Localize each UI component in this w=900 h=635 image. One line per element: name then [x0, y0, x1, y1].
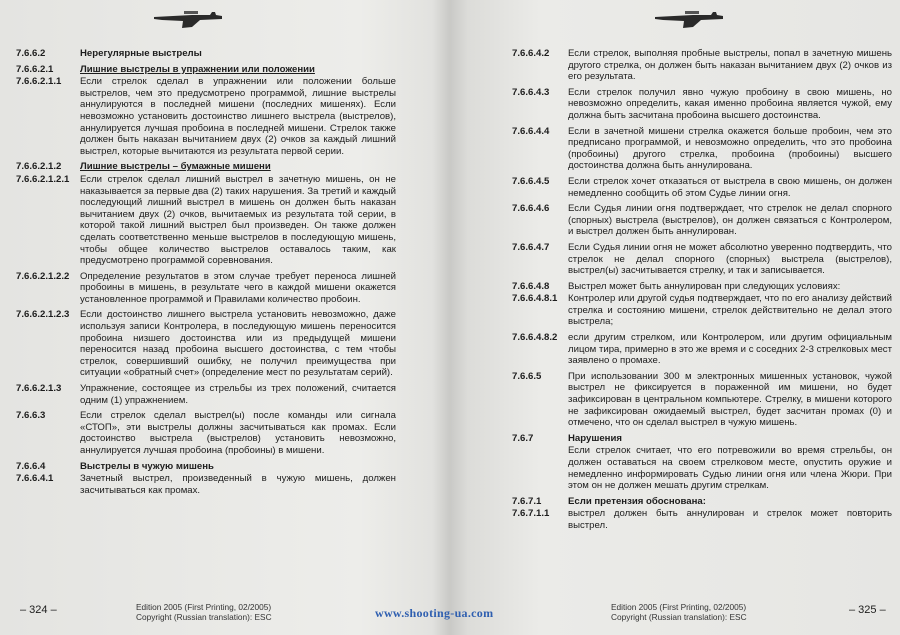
left-entries: [16, 48, 396, 500]
edition-line: Edition 2005 (First Printing, 02/2005): [136, 602, 272, 612]
entry-number: 7.6.6.4.1: [16, 473, 54, 485]
entry-number: [512, 445, 568, 491]
rifle-icon: [653, 7, 725, 31]
entry-number: 7.6.6.4.2: [512, 48, 550, 59]
copyright-line: Copyright (Russian translation): ESC: [136, 612, 272, 622]
entry-number: 7.6.6.2.1.3: [16, 383, 62, 395]
entry: [16, 410, 396, 456]
edition-info: [611, 602, 747, 622]
entry-text: Лишние выстрелы в упражнении или положении: [80, 63, 315, 75]
edition-info: [136, 602, 272, 622]
entry-number: 7.6.6.4.4: [512, 125, 550, 137]
entry: [512, 371, 892, 429]
entry-text: Контролер или другой судья подтверждает, что по его анализу действий стрелка и состоянию мишени, стрелок действительно не делал этого выстрела;: [568, 293, 892, 328]
entry-text: Если в зачетной мишени стрелка окажется больше пробоин, чем это предписано программой, и невозможно определить, что это пробоина (пробоины) другого стрелка, пробоина (пробоины) высшего достоинства должна быть аннулирована.: [568, 125, 892, 172]
entry-number: 7.6.6.4.5: [512, 175, 550, 187]
entry-text: Если стрелок сделал выстрел(ы) после команды или сигнала «СТОП», эти выстрелы должны засчитываться как промах. Если достоинство выстрела (выстрелов) установить невозможно, аннулируется лучшая пробоина (пробоины) в мишени.: [80, 410, 396, 456]
entry-text: Если стрелок получил явно чужую пробоину в свою мишень, но невозможно определить, какая именно пробоина является чужой, ему должна быть засчитана пробоина высшего достоинства.: [568, 86, 892, 121]
entry-text: Если претензия обоснована:: [568, 495, 706, 507]
entry: [512, 281, 892, 293]
entry-number: 7.6.7.1.1: [512, 508, 550, 520]
entry: [16, 64, 396, 76]
entry-text: Выстрел может быть аннулирован при следующих условиях:: [568, 280, 841, 292]
right-page: [451, 0, 900, 635]
entry: [512, 332, 892, 367]
entry-number: 7.6.6.4.3: [512, 86, 550, 98]
entry-number: 7.6.7.1: [512, 495, 542, 507]
entry-text: Определение результатов в этом случае требует переноса лишней пробоины в мишень, в результате чего в каждой мишени окажется установленное программой и Правилами количество пробоин.: [80, 270, 396, 305]
entry: [512, 87, 892, 122]
entry-number: 7.6.6.4.6: [512, 203, 550, 215]
entry-number: 7.6.6.4: [16, 460, 46, 472]
entry-text: Если стрелок сделал лишний выстрел в зачетную мишень, он не наказывается за первые два (2) таких нарушения. За третий и каждый последующий лишний выстрел в мишень он должен быть наказан вычитанием двух (2) очков, вычитаемых из результата той серии, в которой такой лишний выстрел был произведен. Он также должен сделать соответственно меньше выстрелов в последующую мишень, чтобы общее количество выстрелов оставалось таким, как предусмотрено программой соревнования.: [80, 173, 396, 267]
entry-text: Упражнение, состоящее из стрельбы из трех положений, считается одним (1) упражнением.: [80, 383, 396, 406]
entry-text: Если Судья линии огня подтверждает, что стрелок не делал спорного (спорных) выстрела (выстрелов), он должен связаться с Контролером, и выстрел должен быть аннулирован.: [568, 203, 892, 238]
entry-text: Если достоинство лишнего выстрела установить невозможно, даже используя записи Контролера, в последующую мишень переносится пробоина низшего достоинства или из предыдущей мишени переносится назад пробоина высшего достоинства, с тем чтобы стрелок, совершивший ошибку, не получил преимущества при ситуации «обратный счет» (определение мест по результатам серий).: [80, 309, 396, 379]
copyright-line: Copyright (Russian translation): ESC: [611, 612, 747, 622]
entry: [512, 293, 892, 328]
entry-text: При использовании 300 м электронных мишенных установок, чужой выстрел не фиксируется в пораженной им мишени, но будет зафиксирован в центральном компьютере. Стрелку, в мишени которого не зафиксирован ожидаемый выстрел, будет засчитан промах (0) и отмечено, что он сделал выстрел в чужую мишень.: [568, 370, 892, 429]
entry: [512, 242, 892, 277]
edition-line: Edition 2005 (First Printing, 02/2005): [611, 602, 747, 612]
entry-number: 7.6.6.2.1.2: [16, 161, 62, 173]
entry: [512, 48, 892, 83]
page-number: – 324 –: [20, 604, 57, 616]
entry: [16, 48, 396, 60]
entry: [16, 473, 396, 496]
right-entries: [512, 48, 892, 536]
entry: [512, 176, 892, 199]
entry-number: 7.6.6.2.1.2.1: [16, 173, 70, 185]
entry-number: 7.6.6.2.1: [16, 63, 54, 75]
entry-text: Выстрелы в чужую мишень: [80, 460, 214, 472]
entry-number: 7.6.6.4.8.2: [512, 332, 558, 344]
entry-text: Зачетный выстрел, произведенный в чужую мишень, должен засчитываться как промах.: [80, 473, 396, 496]
entry: [16, 174, 396, 267]
entry-number: 7.6.7: [512, 432, 534, 444]
entry-text: выстрел должен быть аннулирован и стрелок может повторить выстрел.: [568, 508, 892, 531]
entry-number: 7.6.6.2.1.2.3: [16, 309, 70, 321]
entry-number: 7.6.6.4.7: [512, 241, 550, 253]
entry: [16, 76, 396, 157]
entry-text: если другим стрелком, или Контролером, или другим официальным лицом тира, примерно в это же время и с соседних 2-3 стрелковых мест заявлено о промахе.: [568, 332, 892, 367]
entry: [16, 271, 396, 306]
entry: [512, 496, 892, 508]
watermark-link[interactable]: www.shooting-ua.com: [375, 606, 494, 620]
entry-text: Если стрелок сделал в упражнении или положении больше выстрелов, чем это предусмотрено программой, лишние выстрелы аннулируются в последней мишени (последних мишенях). Если невозможно установить достоинство лишнего выстрела (выстрелов), аннулируется лучшая пробоина в последней мишени. Стрелок также должен быть наказан вычитанием двух (2) очков за каждый лишний выстрел, которые вычитаются из результата первой серии.: [80, 76, 396, 157]
entry-text: Лишние выстрелы – бумажные мишени: [80, 161, 271, 173]
entry: [512, 445, 892, 491]
entry: [512, 203, 892, 238]
entry-number: 7.6.6.4.8.1: [512, 293, 558, 305]
entry-text: Если стрелок хочет отказаться от выстрела в свою мишень, он должен немедленно сообщить об этом Судье линии огня.: [568, 175, 892, 199]
page-number: – 325 –: [849, 604, 886, 616]
entry: [512, 508, 892, 531]
entry-text: Нерегулярные выстрелы: [80, 48, 202, 59]
entry-number: 7.6.6.3: [16, 410, 46, 422]
rifle-icon: [152, 7, 224, 31]
entry-text: Если Судья линии огня не может абсолютно уверенно подтвердить, что стрелок не делал спорного (спорных) выстрела (выстрелов), выстрел(ы) засчитывается стрелку, и так и записывается.: [568, 241, 892, 277]
entry-number: 7.6.6.5: [512, 370, 542, 382]
entry: [16, 461, 396, 473]
entry-text: Нарушения: [568, 432, 622, 444]
entry: [16, 383, 396, 406]
entry: [512, 126, 892, 172]
entry-number: 7.6.6.2.1.1: [16, 76, 62, 88]
entry: [512, 433, 892, 445]
entry: [16, 161, 396, 173]
entry-number: 7.6.6.2: [16, 48, 46, 59]
left-page: [0, 0, 449, 635]
entry-number: 7.6.6.4.8: [512, 280, 550, 292]
entry: [16, 309, 396, 379]
entry-number: 7.6.6.2.1.2.2: [16, 270, 70, 282]
entry-text: Если стрелок считает, что его потревожили во время стрельбы, он должен оставаться на своем стрелковом месте, опустить оружие и немедленно информировать Судью линии огня или члена Жюри. При этом он не должен мешать другим стрелкам.: [568, 445, 892, 492]
entry-text: Если стрелок, выполняя пробные выстрелы, попал в зачетную мишень другого стрелка, он должен быть наказан вычитанием двух (2) очков из его результата.: [568, 48, 892, 83]
